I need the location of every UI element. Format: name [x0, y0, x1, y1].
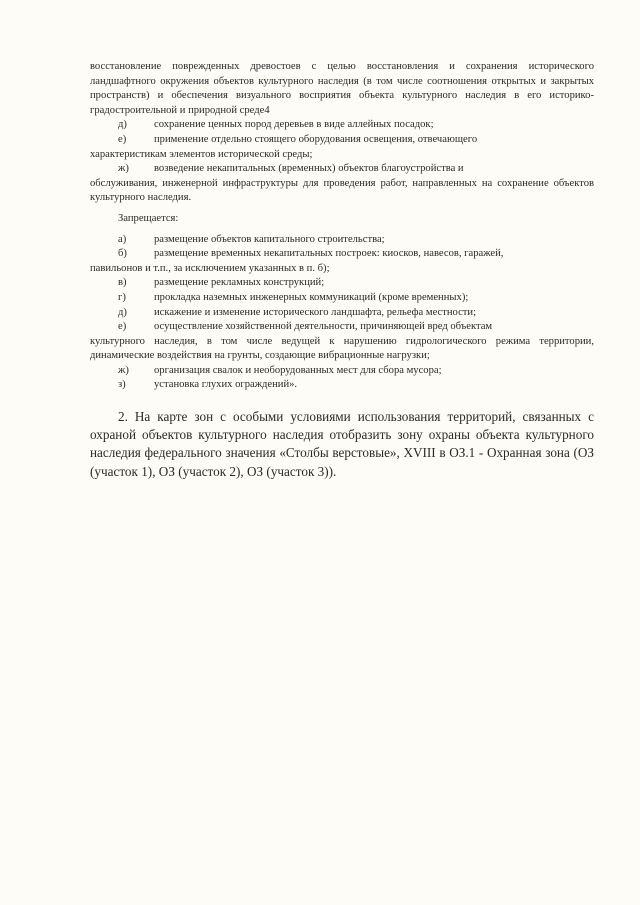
allowed-list [90, 118, 594, 206]
list-item [90, 247, 594, 276]
intro-paragraph: восстановление поврежденных древостоев с целью восстановления и сохранения исторического ландшафтного окружения объектов культурного наследия (в том числе соотношения открытых и закрытых пространств) и обеспечения визуального восприятия объекта культурного наследия в его историко-градостроительной и природной среде4 [90, 61, 594, 116]
list-item [90, 276, 594, 291]
item-text: осуществление хозяйственной деятельности, причиняющей вред объектам [154, 321, 493, 333]
item-label: ж) [118, 364, 129, 376]
list-item [90, 291, 594, 306]
item-text: размещение рекламных конструкций; [154, 277, 325, 289]
item-text: размещение временных некапитальных построек: киосков, навесов, гаражей, [154, 248, 504, 260]
item-label: з) [118, 379, 126, 391]
forbidden-list [90, 233, 594, 394]
list-item [90, 162, 594, 206]
item-text: установка глухих ограждений». [154, 379, 298, 391]
item-label: е) [118, 133, 127, 145]
item-label: в) [118, 277, 127, 289]
item-label: д) [118, 306, 127, 318]
forbidden-heading: Запрещается: [118, 212, 179, 224]
item-label: ж) [118, 163, 129, 175]
item-text: прокладка наземных инженерных коммуникаций (кроме временных); [154, 291, 469, 303]
item-text: сохранение ценных пород деревьев в виде аллейных посадок; [154, 119, 434, 131]
item-label: г) [118, 291, 126, 303]
list-item [90, 378, 594, 393]
item-text: организация свалок и необорудованных мест для сбора мусора; [154, 364, 442, 376]
list-item [90, 133, 594, 162]
regulation-text [90, 60, 594, 393]
item-continuation: обслуживания, инженерной инфраструктуры для проведения работ, направленных на сохранение объектов культурного наследия. [90, 177, 594, 204]
list-item [90, 233, 594, 248]
item-text: искажение и изменение исторического ландшафта, рельефа местности; [154, 306, 477, 318]
item-continuation: культурного наследия, в том числе ведущей к нарушению гидрологического режима территории, динамические воздействия на грунты, создающие вибрационные нагрузки; [90, 335, 594, 362]
list-item [90, 320, 594, 364]
item-continuation: характеристикам элементов исторической среды; [90, 148, 313, 160]
section-2 [90, 408, 594, 481]
list-item [90, 118, 594, 133]
list-item [90, 306, 594, 321]
item-label: е) [118, 321, 127, 333]
list-item [90, 364, 594, 379]
item-text: размещение объектов капитального строительства; [154, 233, 385, 245]
item-label: а) [118, 233, 127, 245]
item-label: д) [118, 119, 127, 131]
item-label: б) [118, 248, 127, 260]
section-2-paragraph: 2. На карте зон с особыми условиями использования территорий, связанных с охраной объектов культурного наследия отобразить зону охраны объекта культурного наследия федерального значения «Столбы верстовые», XVIII в ОЗ.1 - Охранная зона (ОЗ (участок 1), ОЗ (участок 2), ОЗ (участок 3)). [90, 409, 594, 479]
item-continuation: павильонов и т.п., за исключением указанных в п. б); [90, 262, 330, 274]
item-text: возведение некапитальных (временных) объектов благоустройства и [154, 163, 464, 175]
item-text: применение отдельно стоящего оборудования освещения, отвечающего [154, 133, 478, 145]
